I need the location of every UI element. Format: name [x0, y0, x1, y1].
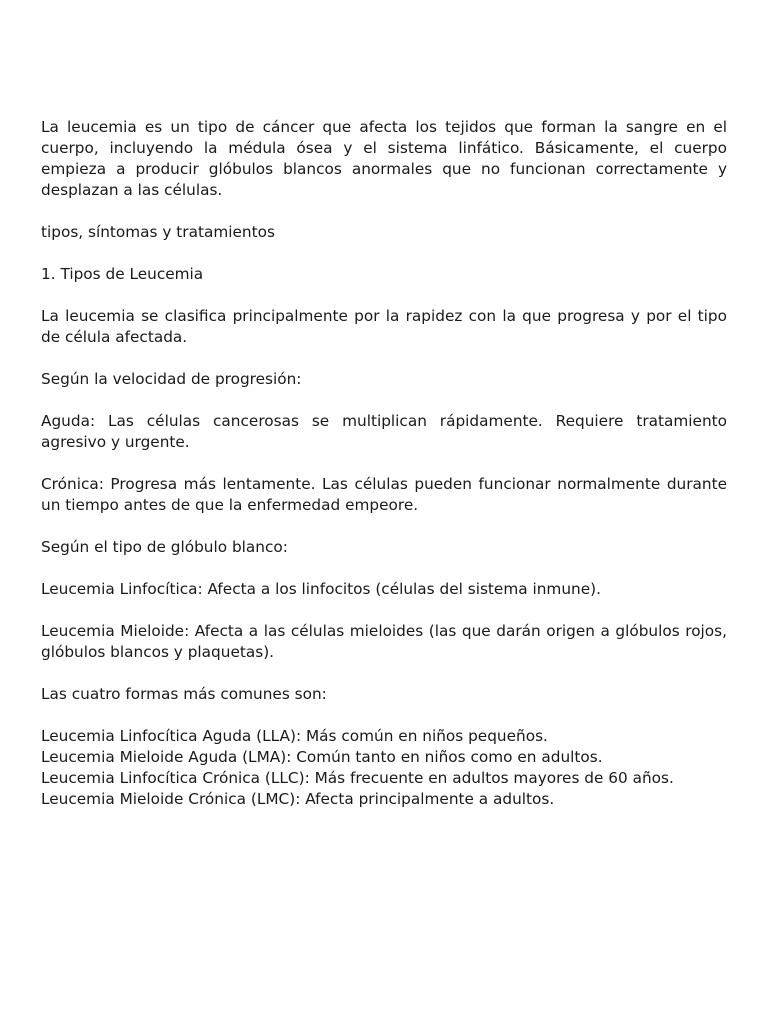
chronic-paragraph: Crónica: Progresa más lentamente. Las células pueden funcionar normalmente durante un tiempo antes de que la enfermedad empeore.	[41, 475, 727, 514]
subheading-cell-type: Según el tipo de glóbulo blanco:	[41, 538, 288, 556]
topics-line: tipos, síntomas y tratamientos	[41, 223, 275, 241]
subheading-speed: Según la velocidad de progresión:	[41, 370, 302, 388]
subheading-common-forms: Las cuatro formas más comunes son:	[41, 685, 327, 703]
lymphocytic-paragraph: Leucemia Linfocítica: Afecta a los linfocitos (células del sistema inmune).	[41, 580, 601, 598]
classification-paragraph: La leucemia se clasifica principalmente por la rapidez con la que progresa y por el tipo de célula afectada.	[41, 307, 727, 346]
myeloid-paragraph: Leucemia Mieloide: Afecta a las células mieloides (las que darán origen a glóbulos rojos, glóbulos blancos y plaquetas).	[41, 622, 727, 661]
common-forms-list	[41, 726, 727, 810]
intro-paragraph: La leucemia es un tipo de cáncer que afecta los tejidos que forman la sangre en el cuerpo, incluyendo la médula ósea y el sistema linfático. Básicamente, el cuerpo empieza a producir glóbulos blancos anormales que no funcionan correctamente y desplazan a las células.	[41, 118, 727, 199]
section-heading-types: 1. Tipos de Leucemia	[41, 265, 204, 283]
list-item: Leucemia Mieloide Aguda (LMA): Común tanto en niños como en adultos.	[41, 748, 603, 766]
list-item: Leucemia Mieloide Crónica (LMC): Afecta principalmente a adultos.	[41, 790, 555, 808]
acute-paragraph: Aguda: Las células cancerosas se multiplican rápidamente. Requiere tratamiento agresivo y urgente.	[41, 412, 727, 451]
list-item: Leucemia Linfocítica Aguda (LLA): Más común en niños pequeños.	[41, 727, 548, 745]
list-item: Leucemia Linfocítica Crónica (LLC): Más frecuente en adultos mayores de 60 años.	[41, 769, 674, 787]
document-page	[41, 117, 727, 810]
